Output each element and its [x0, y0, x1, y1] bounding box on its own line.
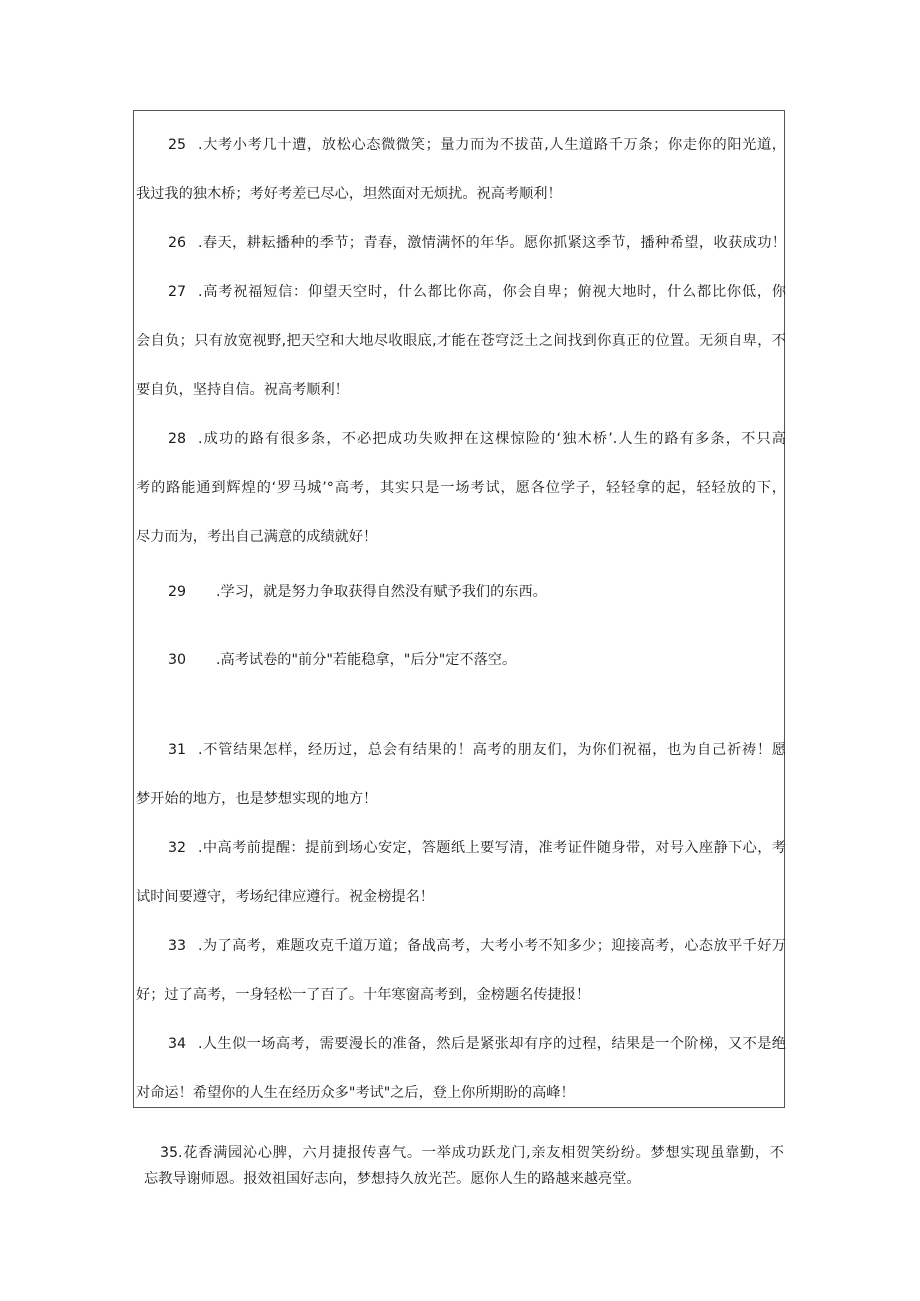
- item-34-line-1: 34 .人生似一场高考，需要漫长的准备，然后是紧张却有序的过程，结果是一个阶梯，又不是绝: [168, 1036, 786, 1052]
- content-box: [133, 110, 785, 1108]
- item-number: 26: [168, 235, 187, 251]
- item-28-line-2: 考的路能通到辉煌的‘罗马城’°高考，其实只是一场考试，愿各位学子，轻轻拿的起，轻轻放的下，: [136, 480, 786, 496]
- item-number: 32: [168, 840, 187, 856]
- item-35-paragraph: [144, 1140, 784, 1192]
- item-number: 34: [168, 1036, 187, 1052]
- item-34-line-2: 对命运！希望你的人生在经历众多"考试"之后，登上你所期盼的高峰！: [136, 1085, 575, 1101]
- item-35-line-1: 35.花香满园沁心脾，六月捷报传喜气。一举成功跃龙门,亲友相贺笑纷纷。梦想实现虽靠勤，不: [160, 1145, 784, 1161]
- item-31-line-1: 31 .不管结果怎样，经历过，总会有结果的！高考的朋友们，为你们祝福，也为自己祈祷！愿: [168, 742, 786, 758]
- item-28-line-1: 28 .成功的路有很多条，不必把成功失败押在这棵惊险的‘独木桥’.人生的路有多条，不只高: [168, 431, 786, 447]
- item-27-line-2: 会自负；只有放宽视野,把天空和大地尽收眼底,才能在苍穹泛土之间找到你真正的位置。无须自卑，不: [136, 333, 786, 349]
- item-number: 28: [168, 431, 187, 447]
- item-33-line-1: 33 .为了高考，难题攻克千道万道；备战高考，大考小考不知多少；迎接高考，心态放平千好万: [168, 938, 786, 954]
- item-number: 27: [168, 284, 187, 300]
- item-26-line-1: 26 .春天，耕耘播种的季节；青春，激情满怀的年华。愿你抓紧这季节，播种希望，收获成功！: [168, 235, 786, 251]
- item-30-line-1: 30 .高考试卷的"前分"若能稳拿，"后分"定不落空。: [168, 652, 517, 668]
- item-28-line-3: 尽力而为，考出自己满意的成绩就好！: [136, 529, 378, 545]
- item-25-line-1: 25 .大考小考几十遭，放松心态微微笑；量力而为不拔苗,人生道路千万条；你走你的阳光道，: [168, 137, 786, 153]
- item-27-line-3: 要自负，坚持自信。祝高考顺利！: [136, 382, 349, 398]
- item-25-line-2: 我过我的独木桥；考好考差已尽心，坦然面对无烦扰。祝高考顺利！: [136, 186, 562, 202]
- item-number: 29: [168, 584, 187, 600]
- item-32-line-2: 试时间要遵守，考场纪律应遵行。祝金榜提名！: [136, 889, 434, 905]
- item-number: 30: [168, 652, 187, 668]
- item-29-line-1: 29 .学习，就是努力争取获得自然没有赋予我们的东西。: [168, 584, 547, 600]
- item-31-line-2: 梦开始的地方，也是梦想实现的地方！: [136, 791, 378, 807]
- item-35-line-2: 忘教导谢师恩。报效祖国好志向，梦想持久放光芒。愿你人生的路越来越亮堂。: [144, 1171, 641, 1187]
- item-number: 25: [168, 137, 187, 153]
- item-32-line-1: 32 .中高考前提醒：提前到场心安定，答题纸上要写清，准考证件随身带，对号入座静下心，考: [168, 840, 786, 856]
- item-number: 31: [168, 742, 187, 758]
- item-33-line-2: 好；过了高考，一身轻松一了百了。十年寒窗高考到，金榜题名传捷报！: [136, 987, 591, 1003]
- item-number: 33: [168, 938, 187, 954]
- item-27-line-1: 27 .高考祝福短信：仰望天空时，什么都比你高，你会自卑；俯视大地时，什么都比你低，你: [168, 284, 786, 300]
